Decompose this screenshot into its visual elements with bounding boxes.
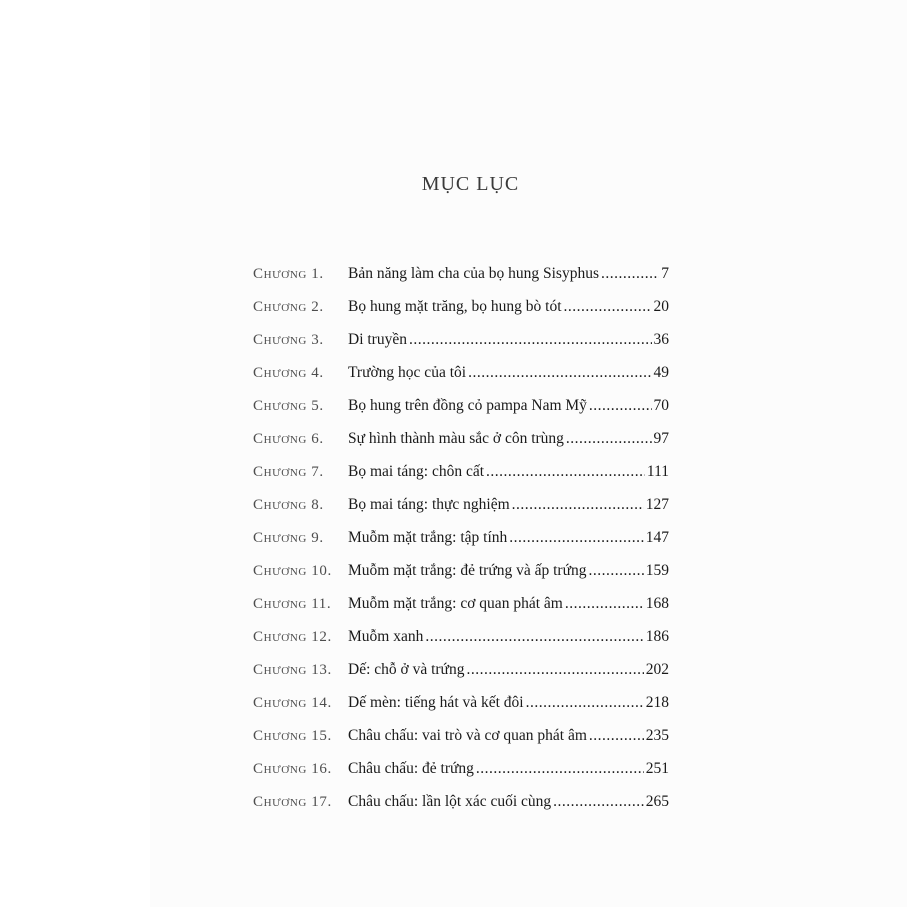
toc-entry [253,757,669,790]
chapter-title: Muỗm mặt trắng: cơ quan phát âm [348,595,563,612]
chapter-number: Chương 10. [253,563,332,579]
toc-entry [253,724,669,757]
page-number: 202 [645,661,669,678]
chapter-number: Chương 12. [253,629,332,645]
page-number: 20 [653,298,669,315]
chapter-number: Chương 9. [253,530,324,546]
page-number: 159 [645,562,669,579]
toc-entry [253,658,669,691]
dot-leader [409,328,652,352]
chapter-number: Chương 3. [253,332,324,348]
page-number: 49 [653,364,669,381]
chapter-title: Muỗm xanh [348,628,424,645]
page-number: 218 [645,694,669,711]
dot-leader [601,262,659,286]
toc-entry [253,460,669,493]
toc-heading: MỤC LỤC [421,173,520,195]
toc-entry [253,592,669,625]
toc-entry [253,295,669,328]
chapter-number: Chương 4. [253,365,324,381]
page-number: 97 [653,430,669,447]
dot-leader [509,526,643,550]
toc-entry [253,559,669,592]
dot-leader [553,790,644,814]
chapter-number: Chương 14. [253,695,332,711]
chapter-number: Chương 11. [253,596,332,612]
toc-entry [253,427,669,460]
chapter-title: Châu chấu: vai trò và cơ quan phát âm [348,727,587,744]
toc-entry [253,361,669,394]
chapter-title: Dế mèn: tiếng hát và kết đôi [348,694,524,711]
dot-leader [486,460,645,484]
chapter-title: Bọ mai táng: chôn cất [348,463,485,480]
dot-leader [589,724,644,748]
toc-entry [253,625,669,658]
chapter-title: Muỗm mặt trắng: tập tính [348,529,508,546]
chapter-title: Bọ mai táng: thực nghiệm [348,496,510,513]
chapter-title: Bọ hung mặt trăng, bọ hung bò tót [348,298,562,315]
toc-entry [253,394,669,427]
chapter-number: Chương 2. [253,299,324,315]
table-of-contents [253,262,669,823]
dot-leader [526,691,644,715]
chapter-number: Chương 15. [253,728,332,744]
page-number: 235 [645,727,669,744]
dot-leader [466,658,643,682]
page-number: 168 [645,595,669,612]
chapter-number: Chương 7. [253,464,324,480]
page-number: 186 [645,628,669,645]
toc-entry [253,262,669,295]
chapter-number: Chương 17. [253,794,332,810]
chapter-title: Muỗm mặt trắng: đẻ trứng và ấp trứng [348,562,587,579]
toc-entry [253,493,669,526]
chapter-number: Chương 6. [253,431,324,447]
toc-entry [253,526,669,559]
dot-leader [564,295,652,319]
dot-leader [468,361,651,385]
toc-entry [253,790,669,823]
dot-leader [565,592,644,616]
dot-leader [589,394,652,418]
chapter-title: Trường học của tôi [348,364,467,381]
dot-leader [589,559,644,583]
chapter-number: Chương 5. [253,398,324,414]
chapter-number: Chương 16. [253,761,332,777]
chapter-title: Dế: chỗ ở và trứng [348,661,465,678]
page-number: 251 [645,760,669,777]
page-number: 111 [646,463,669,480]
toc-entry [253,328,669,361]
page-number: 147 [645,529,669,546]
chapter-number: Chương 13. [253,662,332,678]
page-number: 70 [653,397,669,414]
chapter-title: Di truyền [348,331,407,348]
chapter-title: Sự hình thành màu sắc ở côn trùng [348,430,564,447]
toc-entry [253,691,669,724]
page-number: 127 [645,496,669,513]
chapter-title: Châu chấu: đẻ trứng [348,760,474,777]
chapter-title: Châu chấu: lần lột xác cuối cùng [348,793,552,810]
chapter-title: Bản năng làm cha của bọ hung Sisyphus [348,265,599,282]
page-number: 7 [661,265,669,282]
chapter-number: Chương 1. [253,266,324,282]
dot-leader [566,427,652,451]
page-number: 36 [653,331,669,348]
chapter-number: Chương 8. [253,497,324,513]
dot-leader [425,625,643,649]
dot-leader [512,493,644,517]
page-number: 265 [645,793,669,810]
dot-leader [476,757,644,781]
chapter-title: Bọ hung trên đồng cỏ pampa Nam Mỹ [348,397,587,414]
